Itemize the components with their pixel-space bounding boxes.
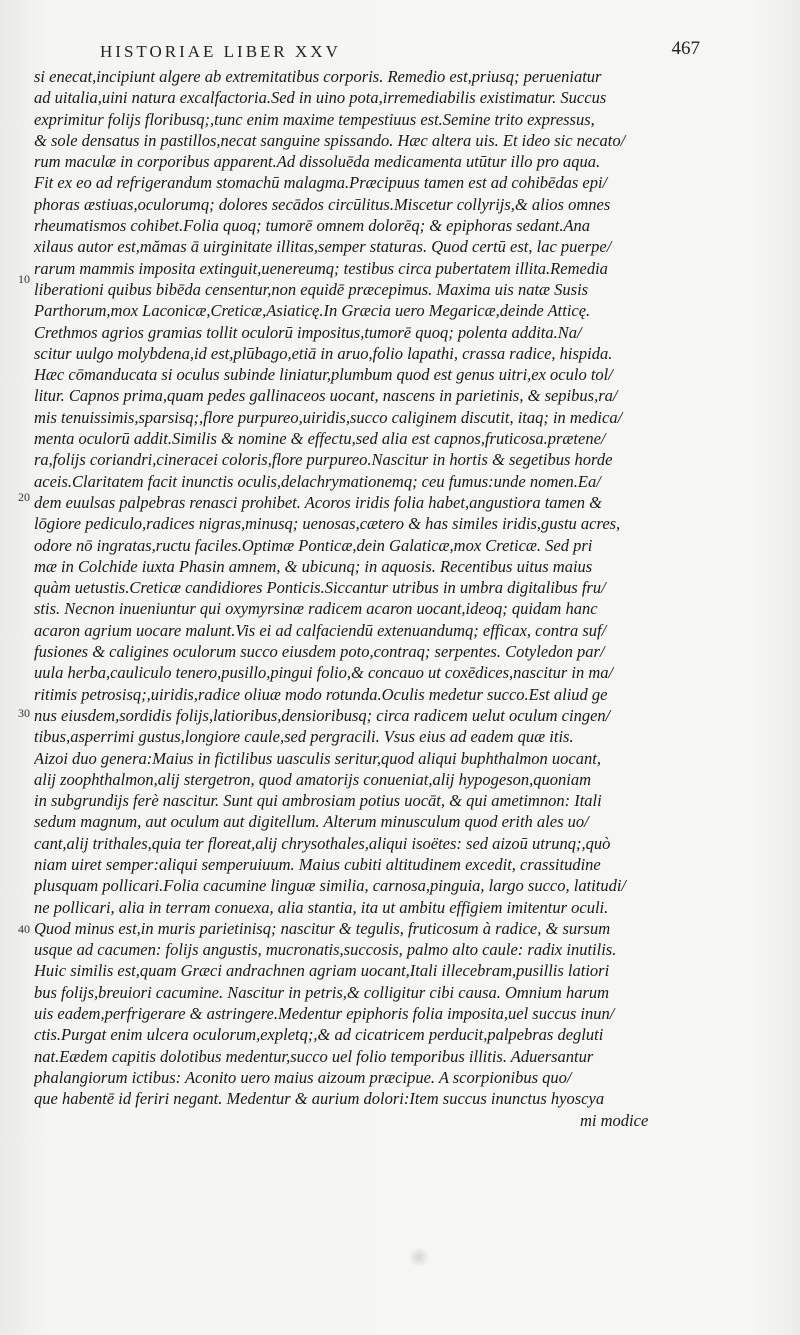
text-line: rum maculæ in corporibus apparent.Ad dissoluēda medicamenta utūtur illo pro aqua. (34, 152, 601, 172)
text-line: nat.Eædem capitis dolotibus medentur,succo uel folio temporibus illitis. Aduersantur (34, 1046, 594, 1066)
text-line: usque ad cacumen: folijs angustis, mucronatis,succosis, palmo alto caule: radix inutilis. (34, 940, 617, 960)
text-line: niam uiret semper:aliqui semperuiuum. Maius cubiti altitudinem excedit, crassitudine (34, 854, 601, 874)
text-line: exprimitur folijs floribusq;,tunc enim maxime tempestiuus est.Semine trito expressus, (34, 109, 595, 129)
text-line: uis eadem,perfrigerare & astringere.Medentur epiphoris folia imposita,uel succus inun/ (34, 1004, 615, 1024)
text-line: odore nō ingratas,ructu faciles.Optimæ Ponticæ,dein Galaticæ,mox Creticæ. Sed pri (34, 535, 593, 555)
text-line: menta oculorū addit.Similis & nomine & effectu,sed alia est capnos,fruticosa.prætene/ (34, 429, 606, 449)
text-line: ritimis petrosisq;,uiridis,radice oliuæ modo rotunda.Oculis medetur succo.Est aliud ge (34, 684, 608, 704)
body-text (34, 66, 674, 1131)
text-line: ne pollicari, alia in terram conuexa, alia stantia, ita ut ambitu effigiem imitentur oculi. (34, 897, 609, 917)
text-line: Crethmos agrios gramias tollit oculorū impositus,tumorē quoq; polenta addita.Na/ (34, 322, 582, 342)
text-line: acaron agrium uocare malunt.Vis ei ad calfaciendū extenuandumq; efficax, contra suf/ (34, 620, 607, 640)
line-number-marker: 40 (18, 922, 30, 936)
text-line: ctis.Purgat enim ulcera oculorum,expletq;,& ad cicatricem perducit,palpebras degluti (34, 1025, 604, 1045)
text-line: sedum magnum, aut oculum aut digitellum. Alterum minusculum quod erith ales uo/ (34, 812, 589, 832)
text-line: tibus,asperrimi gustus,longiore caule,sed pergracili. Vsus eius ad eadem quæ itis. (34, 727, 574, 747)
text-line: nus eiusdem,sordidis folijs,latioribus,densioribusq; circa radicem uelut oculum cingen/ (34, 705, 611, 725)
text-line: xilaus autor est,mămas ā uirginitate illitas,semper staturas. Quod certū est, lac puerpe/ (34, 237, 612, 257)
text-line: uula herba,cauliculo tenero,pusillo,pingui folio,& concauo ut coxēdices,nascitur in ma/ (34, 663, 614, 683)
text-line: si enecat,incipiunt algere ab extremitatibus corporis. Remedio est,priusq; perueniatur (34, 67, 602, 86)
text-line: ad uitalia,uini natura excalfactoria.Sed in uino pota,irremediabilis existimatur. Succus (34, 88, 607, 108)
ink-smudge (407, 1248, 431, 1266)
text-line: phoras æstiuas,oculorumq; dolores secādos circūlitus.Miscetur collyrijs,& alios omnes (34, 194, 611, 214)
text-line: ra,folijs coriandri,cineracei coloris,flore purpureo.Nascitur in hortis & segetibus horde (34, 450, 613, 470)
text-line: cant,alij trithales,quia ter floreat,alij chrysothales,aliqui isoëtes: sed aizoū utrunq;,quò (34, 833, 611, 853)
text-line: Parthorum,mox Laconicæ,Creticæ,Asiaticę.In Græcia uero Megaricæ,deinde Atticę. (34, 301, 591, 321)
line-number-marker: 30 (18, 706, 30, 720)
text-line: stis. Necnon inueniuntur qui oxymyrsinæ radicem acaron uocant,ideoq; quidam hanc (34, 599, 598, 619)
running-head: HISTORIAE LIBER XXV (100, 42, 341, 61)
text-line: Quod minus est,in muris parietinisq; nascitur & tegulis, fruticosum à radice, & sursum (34, 918, 611, 938)
text-line: que habentē id feriri negant. Medentur & aurium dolori:Item succus inunctus hyoscya (34, 1089, 605, 1109)
text-line: Hæc cōmanducata si oculus subinde liniatur,plumbum quod est genus uitri,ex oculo tol/ (34, 365, 613, 385)
text-line: phalangiorum ictibus: Aconito uero maius aizoum præcipue. A scorpionibus quo/ (34, 1067, 572, 1087)
catchword: mi modice (580, 1110, 649, 1130)
text-line: Aizoi duo genera:Maius in fictilibus uasculis seritur,quod aliqui buphthalmon uocant, (34, 748, 601, 768)
text-line: Huic similis est,quam Græci andrachnen agriam uocant,Itali illecebram,pusillis latiori (34, 961, 610, 981)
text-line: mis tenuissimis,sparsisq;,flore purpureo,uiridis,succo caliginem discutit, itaq; in medica/ (34, 407, 623, 427)
text-line: lōgiore pediculo,radices nigras,minusq; uenosas,cætero & has similes iridis,gustu acres, (34, 514, 621, 534)
text-line: litur. Capnos prima,quam pedes gallinaceos uocant, nascens in parietinis, & sepibus,ra/ (34, 386, 618, 406)
text-line: aceis.Claritatem facit inunctis oculis,delachrymationemq; ceu fumus:unde nomen.Ea/ (34, 471, 601, 491)
text-line: rarum mammis imposita extinguit,uenereumq; testibus circa pubertatem illita.Remedia (34, 258, 608, 278)
text-line: fusiones & caligines oculorum succo eiusdem poto,contraq; serpentes. Cotyledon par/ (34, 642, 605, 662)
text-line: bus folijs,breuiori cacumine. Nascitur in petris,& colligitur cibi causa. Omnium harum (34, 982, 610, 1002)
text-line: mæ in Colchide iuxta Phasin amnem, & ubicunq; in aquosis. Recentibus uitus maius (34, 556, 593, 576)
text-line: scitur uulgo molybdena,id est,plūbago,etiā in aruo,folio lapathi, crassa radice, hispida. (34, 343, 613, 363)
text-line: liberationi quibus bibēda censentur,non equidē præcepimus. Maxima uis natæ Susis (34, 279, 589, 299)
text-line: quàm uetustis.Creticæ candidiores Ponticis.Siccantur utribus in umbra digitalibus fru/ (34, 578, 606, 598)
text-line: dem euulsas palpebras renasci prohibet. Acoros iridis folia habet,angustiora tamen & (34, 492, 603, 512)
text-line: & sole densatus in pastillos,necat sanguine spissando. Hæc altera uis. Et ideo sic necato/ (34, 130, 626, 150)
text-line: in subgrundijs ferè nascitur. Sunt qui ambrosiam potius uocāt, & qui ametimnon: Itali (34, 791, 602, 811)
line-number-marker: 10 (18, 272, 30, 286)
text-line: Fit ex eo ad refrigerandum stomachū malagma.Præcipuus tamen est ad cohibēdas epi/ (34, 173, 608, 193)
text-line: plusquam pollicari.Folia cacumine linguæ similia, carnosa,pinguia, largo succo, latitudi/ (34, 876, 626, 896)
line-number-marker: 20 (18, 490, 30, 504)
text-line: rheumatismos cohibet.Folia quoq; tumorē omnem dolorēq; & epiphoras sedant.Ana (34, 216, 591, 236)
text-line: alij zoophthalmon,alij stergetron, quod amatorijs conueniat,alij hypogeson,quoniam (34, 769, 592, 789)
page-number: 467 (671, 38, 700, 59)
